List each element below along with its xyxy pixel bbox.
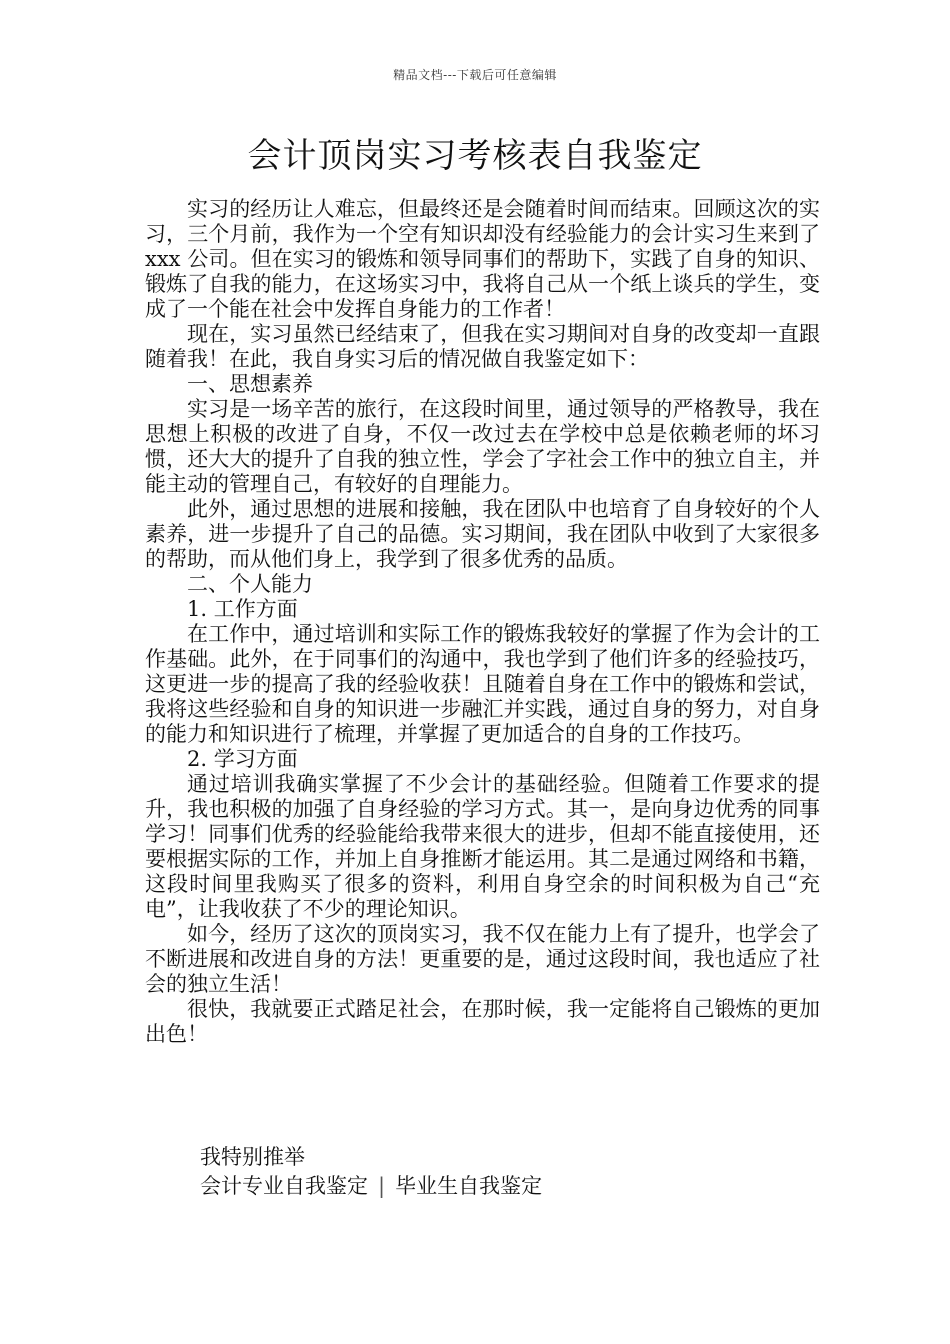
paragraph-summary-lead: 现在，实习虽然已经结束了，但我在实习期间对自身的改变却一直跟随着我！在此，我自身实习后的情况做自我鉴定如下： — [145, 322, 820, 371]
paragraph-study: 通过培训我确实掌握了不少会计的基础经验。但随着工作要求的提升，我也积极的加强了自身经验的学习方式。其一，是向身边优秀的同事学习！同事们优秀的经验能给我带来很大的进步，但却不能直接使用，还要根据实际的工作，并加上自身推断才能运用。其二是通过网络和书籍，这段时间里我购买了很多的资料，利用自身空余的时间积极为自己“充电”，让我收获了不少的理论知识。 — [145, 772, 820, 921]
subsection-heading-work: 1. 工作方面 — [187, 597, 298, 621]
subsection-heading-study: 2. 学习方面 — [187, 747, 298, 771]
recommend-link-graduate-self-appraisal[interactable]: 毕业生自我鉴定 — [395, 1174, 543, 1198]
paragraph-intro: 实习的经历让人难忘，但最终还是会随着时间而结束。回顾这次的实习，三个月前，我作为一个空有知识却没有经验能力的会计实习生来到了 xxx 公司。但在实习的锻炼和领导同事们的帮助下，实践了自身的知识、锻炼了自我的能力，在这场实习中，我将自己从一个纸上谈兵的学生，变成了一个能在社会中发挥自身能力的工作者！ — [145, 197, 820, 321]
paragraph-ideology-1: 实习是一场辛苦的旅行，在这段时间里，通过领导的严格教导，我在思想上积极的改进了自身，不仅一改过去在学校中总是依赖老师的坏习惯，还大大的提升了自我的独立性，学会了字社会工作中的独立自主，并能主动的管理自己，有较好的自理能力。 — [145, 397, 820, 496]
paragraph-work: 在工作中，通过培训和实际工作的锻炼我较好的掌握了作为会计的工作基础。此外，在于同事们的沟通中，我也学到了他们许多的经验技巧，这更进一步的提高了我的经验收获！且随着自身在工作中的锻炼和尝试，我将这些经验和自身的知识进一步融汇并实践，通过自身的努力，对自身的能力和知识进行了梳理，并掌握了更加适合的自身的工作技巧。 — [145, 622, 820, 746]
paragraph-ideology-2: 此外，通过思想的进展和接触，我在团队中也培育了自身较好的个人素养，进一步提升了自己的品德。实习期间，我在团队中收到了大家很多的帮助，而从他们身上，我学到了很多优秀的品质。 — [145, 497, 820, 571]
document-title: 会计顶岗实习考核表自我鉴定 — [247, 136, 703, 176]
recommend-title: 我特别推举 — [200, 1145, 305, 1169]
recommend-links — [200, 1172, 820, 1201]
recommend-link-accounting-self-appraisal[interactable]: 会计专业自我鉴定 — [200, 1174, 368, 1198]
paragraph-reflection: 如今，经历了这次的顶岗实习，我不仅在能力上有了提升，也学会了不断进展和改进自身的方法！更重要的是，通过这段时间，我也适应了社会的独立生活！ — [145, 922, 820, 996]
paragraph-closing: 很快，我就要正式踏足社会，在那时候，我一定能将自己锻炼的更加出色！ — [145, 997, 820, 1046]
header-note: 精品文档---下载后可任意编辑 — [393, 68, 557, 82]
section-heading-ability: 二、个人能力 — [187, 572, 313, 596]
document-body — [145, 197, 820, 1047]
section-heading-ideology: 一、思想素养 — [187, 372, 313, 396]
recommend-separator: | — [378, 1174, 386, 1198]
recommend-section — [200, 1143, 820, 1201]
